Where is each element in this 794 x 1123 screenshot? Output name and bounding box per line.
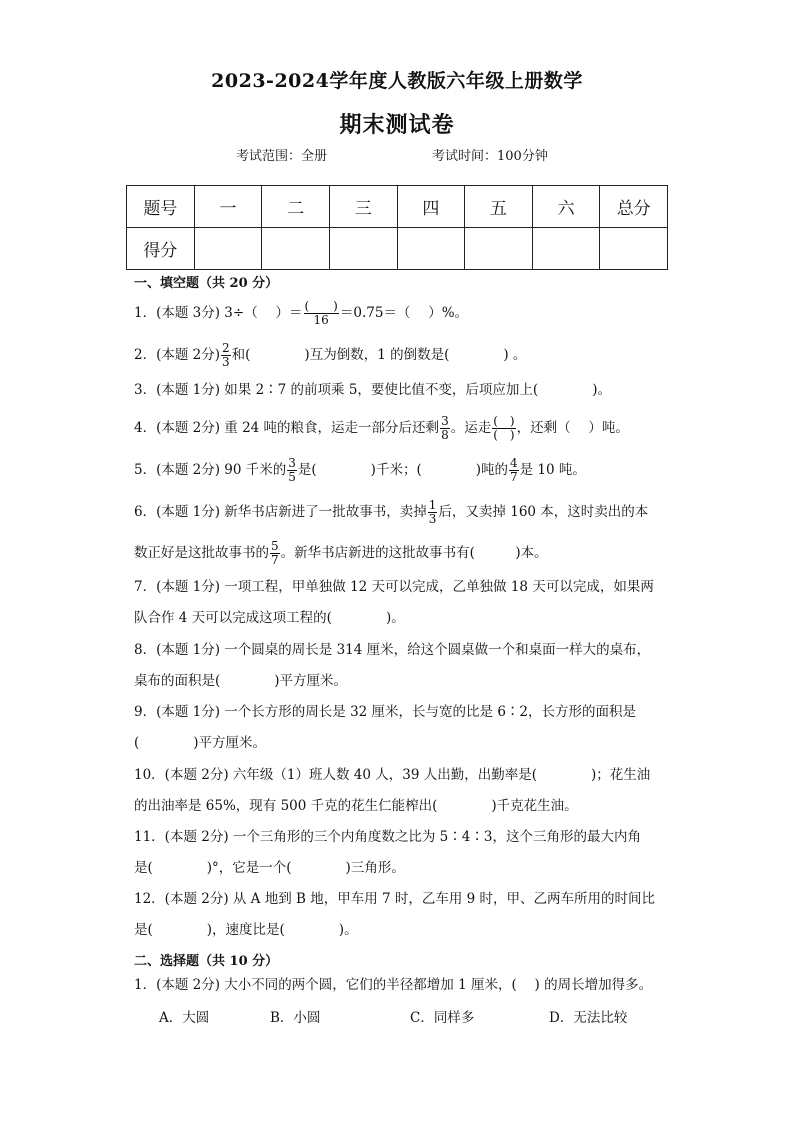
option-a[interactable]: A．大圆 xyxy=(159,1010,210,1026)
fraction-numerator: 4 xyxy=(509,456,518,470)
option-d[interactable]: D．无法比较 xyxy=(549,1010,628,1026)
question-text: ＝0.75＝（ ）%。 xyxy=(339,305,469,321)
fraction xyxy=(509,457,519,484)
fraction xyxy=(304,300,339,327)
question-9-line1: 9．(本题 1分) 一个长方形的周长是 32 厘米，长与宽的比是 6∶2，长方形的面积是 xyxy=(134,704,637,720)
fraction-denominator: 3 xyxy=(222,355,230,369)
question-6-line1 xyxy=(134,499,648,526)
question-12-line1: 12．(本题 2分) 从 A 地到 B 地，甲车用 7 时，乙车用 9 时，甲、乙两车所用的时间比 xyxy=(134,891,656,907)
fraction xyxy=(221,342,231,369)
score-table xyxy=(126,185,668,270)
score-header-cell: 四 xyxy=(397,186,465,228)
question-text: 5．(本题 2分) 90 千米的 xyxy=(134,462,287,478)
fraction-denominator: 7 xyxy=(271,553,279,567)
question-1 xyxy=(134,300,468,327)
score-header-cell: 总分 xyxy=(600,186,668,228)
fraction-denominator: 3 xyxy=(428,512,437,526)
question-3: 3．(本题 1分) 如果 2∶7 的前项乘 5，要使比值不变，后项应加上( )。 xyxy=(134,382,611,398)
question-text: 4．(本题 2分) 重 24 吨的粮食，运走一部分后还剩 xyxy=(134,420,440,436)
question-10-line1: 10．(本题 2分) 六年级（1）班人数 40 人，39 人出勤，出勤率是( )；花生油 xyxy=(134,767,651,783)
question-text: 1．(本题 3分) 3÷（ ）＝ xyxy=(134,305,303,321)
exam-scope: 考试范围：全册 xyxy=(236,149,328,164)
fraction xyxy=(270,540,280,567)
exam-title: 2023-2024学年度人教版六年级上册数学 xyxy=(211,70,583,92)
question-text: ，还剩（ ）吨。 xyxy=(516,420,629,436)
score-input-cell[interactable] xyxy=(397,228,465,270)
fraction-numerator: 1 xyxy=(428,498,437,512)
score-header-cell: 二 xyxy=(262,186,330,228)
question-text: 和( )互为倒数，1 的倒数是( ) 。 xyxy=(231,347,527,363)
question-text: 是( )千米；( )吨的 xyxy=(297,462,508,478)
fraction-denominator: 8 xyxy=(441,428,449,442)
question-5 xyxy=(134,457,586,484)
exam-subtitle: 期末测试卷 xyxy=(339,112,455,138)
fraction xyxy=(492,415,515,442)
question-text: 数正好是这批故事书的 xyxy=(134,545,269,561)
score-input-cell[interactable] xyxy=(600,228,668,270)
question-12-line2: 是( )，速度比是( )。 xyxy=(134,922,358,938)
question-7-line1: 7．(本题 1分) 一项工程，甲单独做 12 天可以完成，乙单独做 18 天可以完成，如果两 xyxy=(134,579,654,595)
fraction-numerator: 3 xyxy=(441,414,449,428)
score-input-cell[interactable] xyxy=(465,228,533,270)
section2-title: 二、选择题（共 10 分） xyxy=(134,954,279,969)
score-header-cell: 三 xyxy=(329,186,397,228)
option-b[interactable]: B．小圆 xyxy=(270,1010,321,1026)
score-input-cell[interactable] xyxy=(194,228,262,270)
score-header-cell: 题号 xyxy=(127,186,195,228)
fraction-denominator: 16 xyxy=(313,313,329,327)
fraction-denominator: ( ) xyxy=(493,428,515,442)
score-table-header-row xyxy=(127,186,668,228)
score-header-cell: 五 xyxy=(465,186,533,228)
question-7-line2: 队合作 4 天可以完成这项工程的( )。 xyxy=(134,610,405,626)
question-text: 。运走 xyxy=(450,420,492,436)
score-table-score-row xyxy=(127,228,668,270)
score-header-cell: 六 xyxy=(532,186,600,228)
question-6-line2 xyxy=(134,540,548,567)
fraction xyxy=(287,457,297,484)
score-row-label: 得分 xyxy=(127,228,195,270)
question-11-line1: 11．(本题 2分) 一个三角形的三个内角度数之比为 5∶4∶3，这个三角形的最大内角 xyxy=(134,829,641,845)
question-9-line2: ( )平方厘米。 xyxy=(134,735,267,751)
question-text: 6．(本题 1分) 新华书店新进了一批故事书，卖掉 xyxy=(134,504,427,520)
section1-title: 一、填空题（共 20 分） xyxy=(134,276,279,291)
score-header-cell: 一 xyxy=(194,186,262,228)
fraction xyxy=(428,499,438,526)
question-text: 是 10 吨。 xyxy=(519,462,586,478)
fraction-numerator: ( ) xyxy=(493,414,515,428)
question-8-line1: 8．(本题 1分) 一个圆桌的周长是 314 厘米，给这个圆桌做一个和桌面一样大的桌布， xyxy=(134,642,651,658)
fraction xyxy=(440,415,450,442)
question-text: 2．(本题 2分) xyxy=(134,347,221,363)
question-10-line2: 的出油率是 65%，现有 500 千克的花生仁能榨出( )千克花生油。 xyxy=(134,798,578,814)
score-input-cell[interactable] xyxy=(532,228,600,270)
fraction-numerator: ( ) xyxy=(304,299,338,313)
fraction-denominator: 5 xyxy=(288,470,296,484)
exam-time: 考试时间：100分钟 xyxy=(432,149,548,164)
question-text: 。新华书店新进的这批故事书有( )本。 xyxy=(280,545,548,561)
question-11-line2: 是( )°，它是一个( )三角形。 xyxy=(134,860,405,876)
fraction-denominator: 7 xyxy=(509,470,518,484)
fraction-numerator: 5 xyxy=(271,539,279,553)
fraction-numerator: 3 xyxy=(288,456,296,470)
question-2 xyxy=(134,342,526,369)
fraction-numerator: 2 xyxy=(222,341,230,355)
choice-question-1: 1．(本题 2分) 大小不同的两个圆，它们的半径都增加 1 厘米，( ) 的周长增加得多。 xyxy=(134,977,653,993)
score-input-cell[interactable] xyxy=(262,228,330,270)
option-c[interactable]: C．同样多 xyxy=(410,1010,475,1026)
question-4 xyxy=(134,415,629,442)
question-text: 后，又卖掉 160 本，这时卖出的本 xyxy=(438,504,649,520)
score-input-cell[interactable] xyxy=(329,228,397,270)
question-8-line2: 桌布的面积是( )平方厘米。 xyxy=(134,673,348,689)
